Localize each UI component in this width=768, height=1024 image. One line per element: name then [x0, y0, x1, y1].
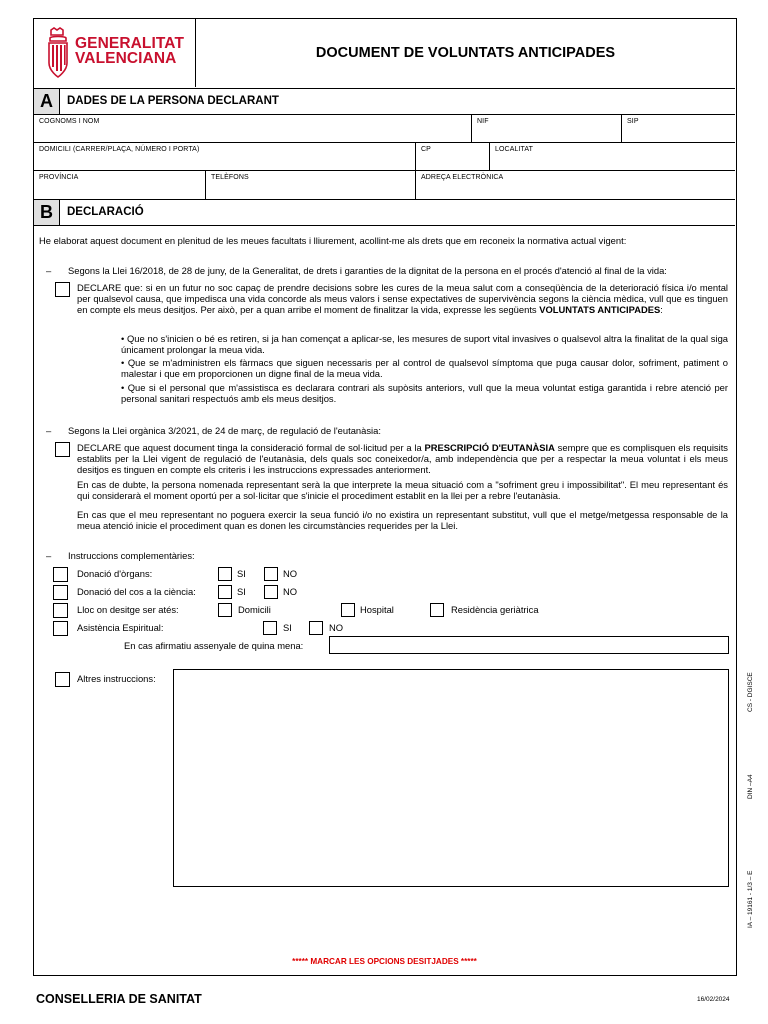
label-body-donation: Donació del cos a la ciència:: [77, 586, 196, 597]
checkbox-spiritual-si[interactable]: [263, 621, 277, 635]
section-b-title: DECLARACIÓ: [67, 206, 144, 218]
footer-department: CONSELLERIA DE SANITAT: [36, 992, 202, 1006]
law1-declare-text: DECLARE que: si en un futur no soc capaç de prendre decisions sobre les cures de la meua salut com a conseqüència de la deterioració física i/o mental per qualsevol causa, que impedisca una vida concorde als meus valors i sense expectatives de supervivència segons la ciència mèdica, vull que es tinguen en compte els meus desitjos. Per això, per a quan arribe el moment de finalitzar la vida, expresse les següents: [77, 282, 728, 316]
law1-bullet-1: • Que no s'inicien o bé es retiren, si ja han començat a aplicar-se, les mesures de suport vital invasives o qualsevol altra la finalitat de la qual siga únicament prolongar la meua vida.: [121, 333, 728, 356]
label-body-si: SI: [237, 586, 246, 597]
label-cp: CP: [421, 146, 431, 153]
label-sip: SIP: [627, 118, 639, 125]
law1-declare: [77, 282, 728, 316]
law2-paragraph-2: En cas de dubte, la persona nomenada representant serà la que interprete la meua situació com a "sofriment greu i impossibilitat". El meu representant és qui considerarà el moment oportú per a sol·licitar que s'inicie el procediment establit en la llei per a rebre l'eutanàsia.: [77, 479, 728, 502]
side-code-3: IA – 19161 - 1/3 – E: [747, 870, 754, 928]
law2-declare-end: sempre que es complisquen els requisits establits per la Llei vigent de regulació de l'eutanàsia, dels quals soc coneixedor/a, amb independència que per a respectar la meua voluntat i els meus desitjos es tinguen en compte els criteris i les instruccions expressades anteriorment.: [77, 442, 728, 476]
checkbox-eutanasia[interactable]: [55, 442, 70, 457]
instructions-heading: Instruccions complementàries:: [68, 550, 195, 561]
checkbox-spiritual[interactable]: [53, 621, 68, 636]
law2-declare: [77, 442, 728, 476]
side-code-1: CS - DGISCE: [747, 672, 754, 712]
label-domicili: DOMICILI (CARRER/PLAÇA, NÚMERO I PORTA): [39, 146, 200, 153]
footer-date: 16/02/2024: [697, 996, 730, 1003]
label-place-residencia: Residència geriàtrica: [451, 604, 539, 615]
law2-paragraph-3: En cas que el meu representant no poguera exercir la seua funció i/o no existira un representant substitut, vull que el metge/metgessa responsable de la meua atenció inicie el procediment quan es donen les circumstàncies requerides per la Llei.: [77, 509, 728, 532]
field-sip[interactable]: [621, 115, 735, 142]
law1-declare-bold: VOLUNTATS ANTICIPADES: [539, 304, 661, 316]
checkbox-organ-donation[interactable]: [53, 567, 68, 582]
law1-bullet-3: • Que si el personal que m'assistisca es declarara contrari als supòsits anteriors, vull que la meua voluntat estiga garantida i rebre atenció per personal sanitari respectuós amb els meus desitjos.: [121, 382, 728, 405]
checkbox-place-residencia[interactable]: [430, 603, 444, 617]
label-organ-si: SI: [237, 568, 246, 579]
logo-wordmark: [75, 36, 184, 66]
label-other-instructions: Altres instruccions:: [77, 673, 156, 684]
field-provincia[interactable]: [34, 171, 205, 199]
checkbox-organ-no[interactable]: [264, 567, 278, 581]
field-domicili[interactable]: [34, 143, 415, 170]
law2-declare-bold: PRESCRIPCIÓ D'EUTANÀSIA: [424, 442, 555, 453]
mark-options-note: ***** MARCAR LES OPCIONS DESITJADES *****: [292, 957, 477, 966]
form-header: [34, 19, 735, 89]
law1-declare-end: :: [660, 304, 663, 316]
instructions-dash: –: [46, 550, 52, 561]
label-nif: NIF: [477, 118, 489, 125]
checkbox-place-hospital[interactable]: [341, 603, 355, 617]
section-a-header: [34, 89, 735, 115]
law1-heading: Segons la Llei 16/2018, de 28 de juny, de la Generalitat, de drets i garanties de la dignitat de la persona en el procés d'atenció al final de la vida:: [68, 265, 667, 276]
section-a-letter: A: [34, 89, 60, 114]
document-title: DOCUMENT DE VOLUNTATS ANTICIPADES: [315, 45, 616, 61]
law1-bullet-2: • Que se m'administren els fàrmacs que siguen necessaris per al control de qualsevol símptoma que puga causar dolor, sofriment, patiment o malestar i que em proporcionen un digne final de la meua vida.: [121, 357, 728, 380]
section-b-header: [34, 200, 735, 226]
checkbox-other-instructions[interactable]: [55, 672, 70, 687]
checkbox-body-donation[interactable]: [53, 585, 68, 600]
field-cp[interactable]: [415, 143, 489, 170]
section-a-title: DADES DE LA PERSONA DECLARANT: [67, 95, 279, 107]
logo: [34, 19, 196, 87]
field-telefons[interactable]: [205, 171, 415, 199]
label-place-domicili: Domicili: [238, 604, 271, 615]
checkbox-body-si[interactable]: [218, 585, 232, 599]
label-place-hospital: Hospital: [360, 604, 394, 615]
label-spiritual-si: SI: [283, 622, 292, 633]
label-cognoms: COGNOMS I NOM: [39, 118, 100, 125]
section-b-letter: B: [34, 200, 60, 225]
logo-line-2: VALENCIANA: [75, 50, 177, 67]
label-adreca: ADREÇA ELECTRÒNICA: [421, 174, 504, 181]
logo-line-1: GENERALITAT: [75, 35, 185, 52]
label-body-no: NO: [283, 586, 298, 597]
spiritual-which-input[interactable]: [329, 636, 729, 654]
label-spiritual-which: En cas afirmatiu assenyale de quina mena:: [124, 640, 304, 651]
law2-dash: –: [46, 425, 52, 436]
checkbox-body-no[interactable]: [264, 585, 278, 599]
label-telefons: TELÈFONS: [211, 174, 249, 181]
law2-heading: Segons la Llei orgànica 3/2021, de 24 de març, de regulació de l'eutanàsia:: [68, 425, 381, 436]
field-localitat[interactable]: [489, 143, 735, 170]
checkbox-place-domicili[interactable]: [218, 603, 232, 617]
other-instructions-textarea[interactable]: [173, 669, 729, 887]
checkbox-organ-si[interactable]: [218, 567, 232, 581]
label-provincia: PROVÍNCIA: [39, 174, 79, 181]
row-identity: [34, 115, 735, 143]
law1-dash: –: [46, 265, 52, 276]
row-contact: [34, 171, 735, 200]
field-nif[interactable]: [471, 115, 621, 142]
law2-declare-start: DECLARE que aquest document tinga la consideració formal de sol·licitud per a la: [77, 442, 422, 453]
side-code-2: DIN –A4: [747, 774, 754, 799]
field-cognoms[interactable]: [34, 115, 471, 142]
checkbox-voluntats-anticipades[interactable]: [55, 282, 70, 297]
generalitat-shield-icon: [47, 27, 69, 79]
field-adreca[interactable]: [415, 171, 735, 199]
form-frame: [33, 18, 737, 976]
label-localitat: LOCALITAT: [495, 146, 533, 153]
checkbox-place-of-care[interactable]: [53, 603, 68, 618]
label-spiritual-no: NO: [329, 622, 344, 633]
row-address: [34, 143, 735, 171]
label-organ-no: NO: [283, 568, 298, 579]
label-spiritual: Asistència Espiritual:: [77, 622, 164, 633]
label-organ-donation: Donació d'òrgans:: [77, 568, 153, 579]
declaration-intro: He elaborat aquest document en plenitud de les meues facultats i lliurement, acollint-me als drets que em reconeix la normativa actual vigent:: [39, 235, 627, 246]
label-place-of-care: Lloc on desitge ser atés:: [77, 604, 179, 615]
checkbox-spiritual-no[interactable]: [309, 621, 323, 635]
